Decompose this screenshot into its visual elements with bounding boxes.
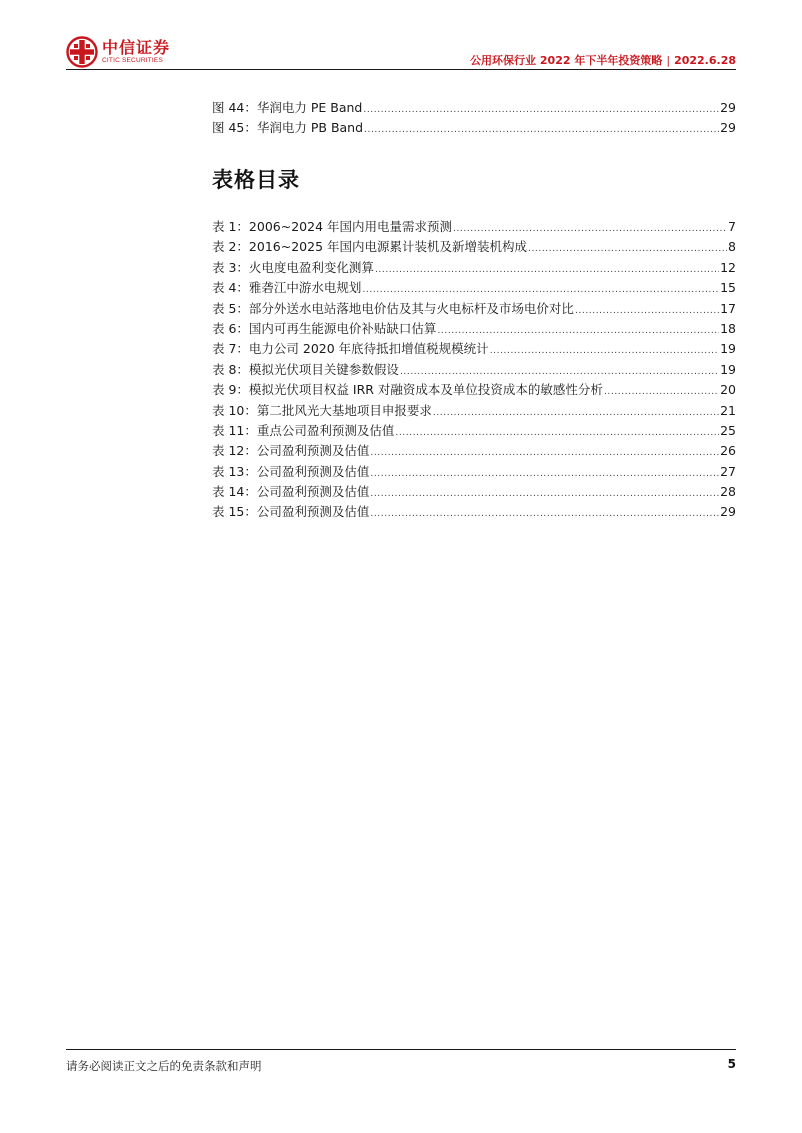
report-title: 公用环保行业 2022 年下半年投资策略 xyxy=(470,54,663,67)
toc-entry-page: 19 xyxy=(720,361,736,377)
toc-dot-leader xyxy=(363,100,719,120)
toc-entry-label: 表 12：公司盈利预测及估值 xyxy=(212,443,370,459)
toc-entry[interactable] xyxy=(212,98,736,118)
toc-dot-leader xyxy=(362,280,719,300)
toc-entry[interactable] xyxy=(212,339,736,359)
toc-dot-leader xyxy=(364,120,719,140)
toc-dot-leader xyxy=(395,423,719,443)
toc-dot-leader xyxy=(370,443,719,463)
toc-dot-leader xyxy=(375,260,719,280)
toc-entry-label: 表 3：火电度电盈利变化测算 xyxy=(212,259,374,275)
citic-logo xyxy=(66,36,170,68)
toc-entry[interactable] xyxy=(212,118,736,138)
toc-dot-leader xyxy=(575,301,719,321)
toc-entry[interactable] xyxy=(212,502,736,522)
footer-disclaimer: 请务必阅读正文之后的免责条款和声明 xyxy=(66,1059,262,1073)
toc-dot-leader xyxy=(370,484,719,504)
toc-entry-page: 18 xyxy=(720,320,736,336)
toc-dot-leader xyxy=(490,341,719,361)
report-meta xyxy=(470,52,736,68)
toc-entry-label: 表 6：国内可再生能源电价补贴缺口估算 xyxy=(212,320,437,336)
toc-dot-leader xyxy=(604,382,719,402)
table-toc-list xyxy=(212,217,736,523)
toc-entry-label: 表 5：部分外送水电站落地电价估及其与火电标杆及市场电价对比 xyxy=(212,300,574,316)
logo-english-name: CITIC SECURITIES xyxy=(102,56,163,64)
header-divider xyxy=(66,69,736,70)
toc-dot-leader xyxy=(370,504,719,524)
toc-entry-label: 表 4：雅砻江中游水电规划 xyxy=(212,280,362,296)
toc-dot-leader xyxy=(400,362,719,382)
toc-entry[interactable] xyxy=(212,299,736,319)
toc-dot-leader xyxy=(437,321,719,341)
toc-entry-page: 15 xyxy=(720,280,736,296)
page-number: 5 xyxy=(727,1057,736,1071)
toc-entry-page: 17 xyxy=(720,300,736,316)
toc-entry-page: 19 xyxy=(720,341,736,357)
toc-entry[interactable] xyxy=(212,319,736,339)
section-title-tables: 表格目录 xyxy=(212,168,300,192)
toc-entry-page: 26 xyxy=(720,443,736,459)
report-date: 2022.6.28 xyxy=(674,54,736,67)
toc-entry-label: 图 44：华润电力 PE Band xyxy=(212,100,363,115)
toc-entry-label: 表 7：电力公司 2020 年底待抵扣增值税规模统计 xyxy=(212,341,489,357)
page-header xyxy=(66,34,736,74)
toc-entry-label: 表 15：公司盈利预测及估值 xyxy=(212,504,370,520)
toc-entry-page: 21 xyxy=(720,402,736,418)
citic-logo-icon xyxy=(66,36,98,68)
toc-entry-page: 25 xyxy=(720,422,736,438)
toc-entry-page: 27 xyxy=(720,463,736,479)
toc-entry-label: 表 8：模拟光伏项目关键参数假设 xyxy=(212,361,399,377)
toc-dot-leader xyxy=(453,219,727,239)
toc-entry[interactable] xyxy=(212,462,736,482)
toc-entry[interactable] xyxy=(212,258,736,278)
toc-entry-page: 7 xyxy=(728,219,736,234)
toc-entry-page: 29 xyxy=(720,100,736,115)
toc-entry-label: 图 45：华润电力 PB Band xyxy=(212,120,364,136)
toc-entry-label: 表 10：第二批风光大基地项目申报要求 xyxy=(212,402,432,418)
toc-entry[interactable] xyxy=(212,278,736,298)
toc-entry[interactable] xyxy=(212,360,736,380)
footer-divider xyxy=(66,1049,736,1050)
toc-entry-page: 8 xyxy=(728,239,736,255)
toc-entry-label: 表 13：公司盈利预测及估值 xyxy=(212,463,370,479)
toc-entry-page: 28 xyxy=(720,484,736,500)
toc-entry[interactable] xyxy=(212,217,736,237)
figure-toc-list xyxy=(212,98,736,139)
toc-entry[interactable] xyxy=(212,441,736,461)
toc-entry-label: 表 1：2006~2024 年国内用电量需求预测 xyxy=(212,219,452,234)
toc-entry[interactable] xyxy=(212,401,736,421)
toc-entry-page: 12 xyxy=(720,259,736,275)
toc-entry-page: 29 xyxy=(720,120,736,136)
toc-entry[interactable] xyxy=(212,421,736,441)
toc-entry-label: 表 14：公司盈利预测及估值 xyxy=(212,484,370,500)
toc-dot-leader xyxy=(528,239,727,259)
toc-entry-label: 表 11：重点公司盈利预测及估值 xyxy=(212,422,395,438)
toc-entry[interactable] xyxy=(212,237,736,257)
toc-dot-leader xyxy=(433,403,719,423)
toc-entry[interactable] xyxy=(212,482,736,502)
header-separator: | xyxy=(666,54,671,67)
toc-entry[interactable] xyxy=(212,380,736,400)
toc-dot-leader xyxy=(370,464,719,484)
toc-entry-page: 29 xyxy=(720,504,736,520)
toc-entry-label: 表 9：模拟光伏项目权益 IRR 对融资成本及单位投资成本的敏感性分析 xyxy=(212,382,603,398)
toc-entry-label: 表 2：2016~2025 年国内电源累计装机及新增装机构成 xyxy=(212,239,527,255)
logo-chinese-name: 中信证券 xyxy=(102,37,171,57)
toc-entry-page: 20 xyxy=(720,382,736,398)
